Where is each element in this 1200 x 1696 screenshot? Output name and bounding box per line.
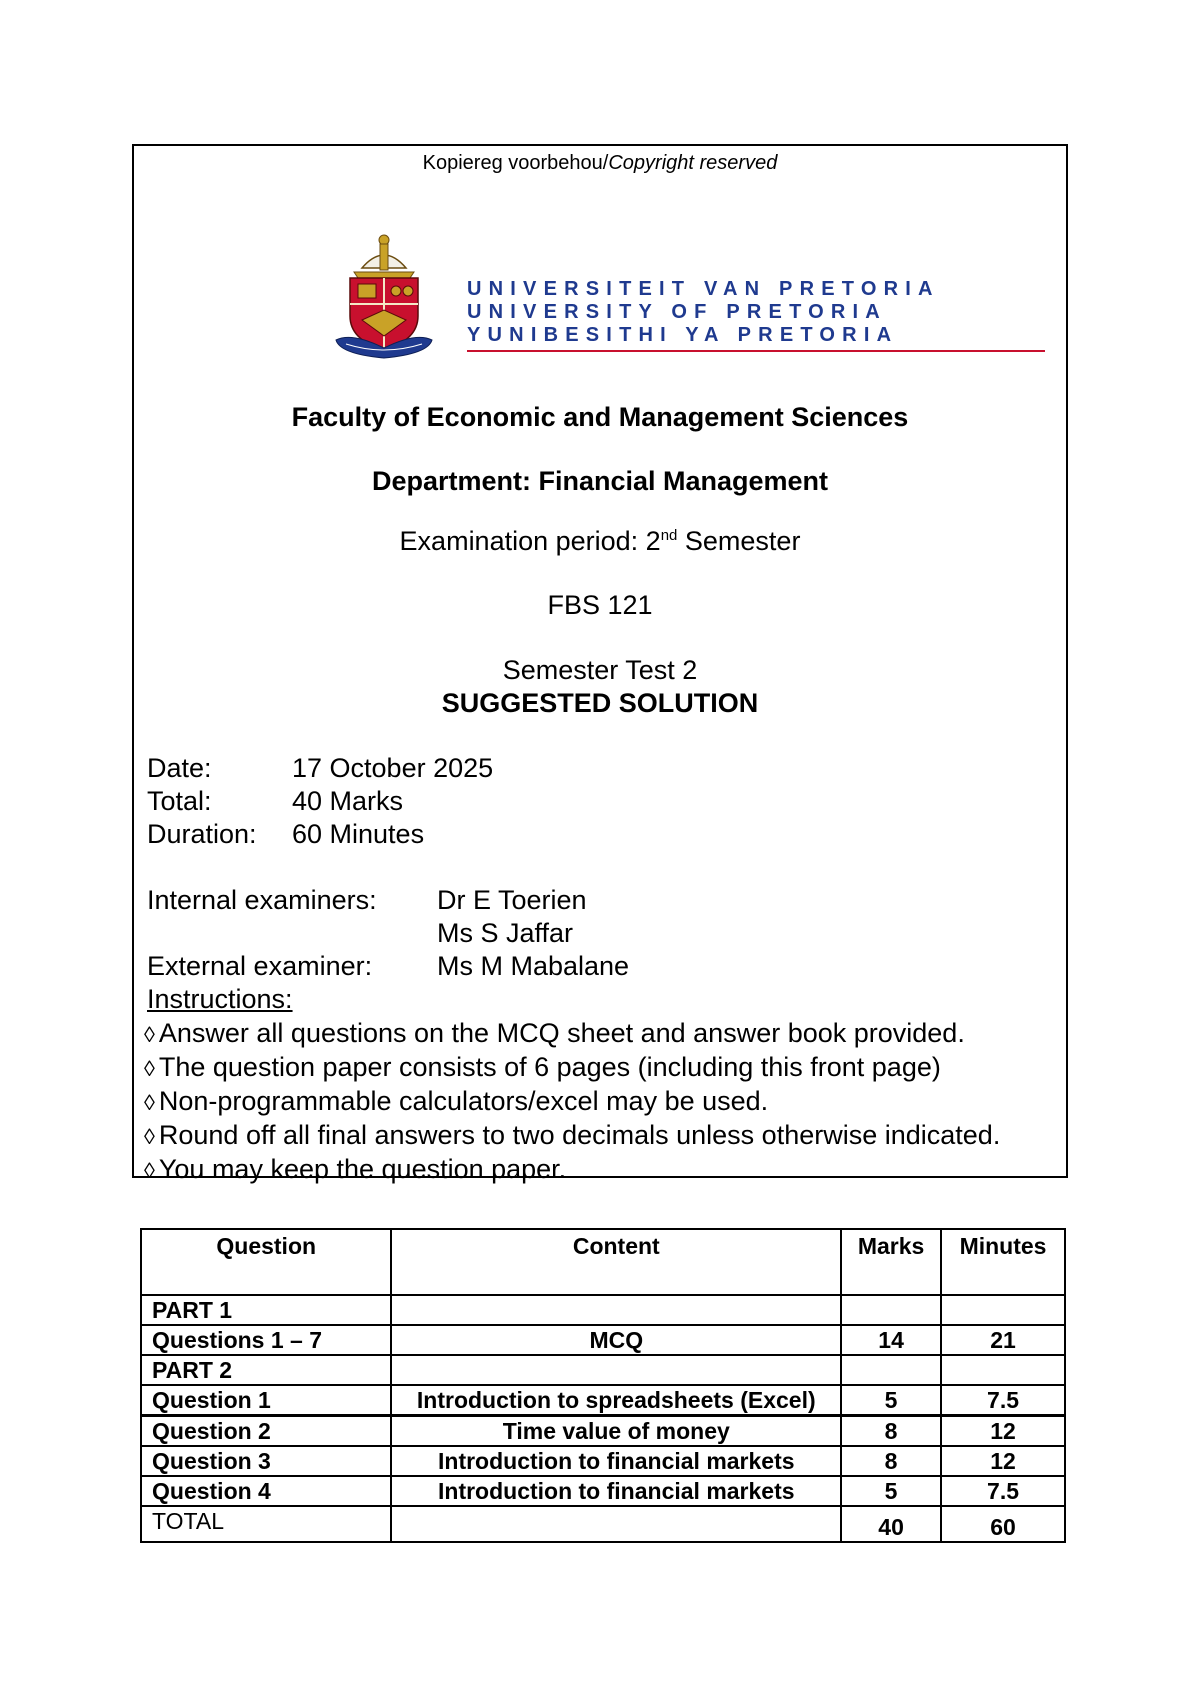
- test-name: Semester Test 2: [502, 655, 698, 685]
- diamond-bullet-icon: ◊: [144, 1090, 155, 1115]
- header-marks: Marks: [841, 1229, 941, 1295]
- faculty-title: Faculty of Economic and Management Sciences: [291, 402, 909, 432]
- solution-label: SUGGESTED SOLUTION: [441, 688, 759, 718]
- table-row: PART 1: [141, 1295, 1065, 1325]
- internal-examiner-2: Ms S Jaffar: [437, 918, 574, 948]
- header-question: Question: [141, 1229, 391, 1295]
- diamond-bullet-icon: ◊: [144, 1124, 155, 1149]
- cover-page-frame: Kopiereg voorbehou/Copyright reserved UNIVERSITEIT VAN PRETORIA UNIVERSITY OF PRETORIA YUNIBESITHI YA PRETORIA Faculty of Economic and Management Sciences Department: Financial Management Examination period: 2nd Semester FBS 121 Semester Test 2 SUGGESTED SOLUTION Date: 17 October 2025 Total: 40 Marks Duration: 60 Minutes Internal examiners: Dr E Toerien Ms S Jaffar External examiner: Ms M Mabalane Instructions: ◊ Answer all questions on the MCQ sheet and answer book provided. ◊ The question paper consists of 6 pages (including this front page) ◊ Non-programmable calculators/excel may be used. ◊ Round off all final answers to two decimals unless otherwise indicated. ◊ You may keep the question paper.: [132, 144, 1068, 1178]
- instruction-item: ◊ Answer all questions on the MCQ sheet and answer book provided.: [144, 1018, 965, 1048]
- table-row: PART 2: [141, 1355, 1065, 1385]
- internal-examiner-1: Dr E Toerien: [437, 885, 587, 915]
- university-crest-icon: [332, 232, 436, 362]
- instructions-title: Instructions:: [147, 984, 293, 1014]
- exam-period-prefix: Examination period: 2: [399, 526, 661, 556]
- course-code: FBS 121: [547, 590, 653, 620]
- copyright-af: Kopiereg voorbehou/: [422, 152, 609, 174]
- department-title: Department: Financial Management: [371, 466, 829, 496]
- instruction-item: ◊ You may keep the question paper.: [144, 1154, 567, 1184]
- copyright-notice: [134, 152, 1066, 175]
- table-row: Question 1 Introduction to spreadsheets (Excel) 5 7.5: [141, 1385, 1065, 1416]
- diamond-bullet-icon: ◊: [144, 1022, 155, 1047]
- instruction-item: ◊ The question paper consists of 6 pages (including this front page): [144, 1052, 941, 1082]
- table-row: Questions 1 – 7 MCQ 14 21: [141, 1325, 1065, 1355]
- university-name-en: UNIVERSITY OF PRETORIA: [467, 301, 887, 323]
- table-row: Question 2 Time value of money 8 12: [141, 1416, 1065, 1447]
- university-name-block: [467, 278, 940, 347]
- instruction-item: ◊ Non-programmable calculators/excel may be used.: [144, 1086, 769, 1116]
- university-name-underline: [467, 350, 1045, 352]
- diamond-bullet-icon: ◊: [144, 1158, 155, 1183]
- university-name-af: UNIVERSITEIT VAN PRETORIA: [467, 278, 940, 300]
- header-minutes: Minutes: [941, 1229, 1065, 1295]
- header-content: Content: [391, 1229, 841, 1295]
- table-row: Question 4 Introduction to financial markets 5 7.5: [141, 1476, 1065, 1506]
- instructions-list: [144, 1017, 1000, 1187]
- university-name-zu: YUNIBESITHI YA PRETORIA: [467, 324, 899, 346]
- marks-table: [140, 1228, 1066, 1543]
- instruction-item: ◊ Round off all final answers to two decimals unless otherwise indicated.: [144, 1120, 1001, 1150]
- copyright-en: Copyright reserved: [608, 152, 778, 174]
- table-header-row: [141, 1229, 1065, 1295]
- exam-period: [134, 526, 1066, 557]
- diamond-bullet-icon: ◊: [144, 1056, 155, 1081]
- table-row: Question 3 Introduction to financial markets 8 12: [141, 1446, 1065, 1476]
- table-total-row: TOTAL 40 60: [141, 1506, 1065, 1542]
- exam-period-suffix: Semester: [677, 526, 801, 556]
- exam-period-sup: nd: [660, 527, 678, 544]
